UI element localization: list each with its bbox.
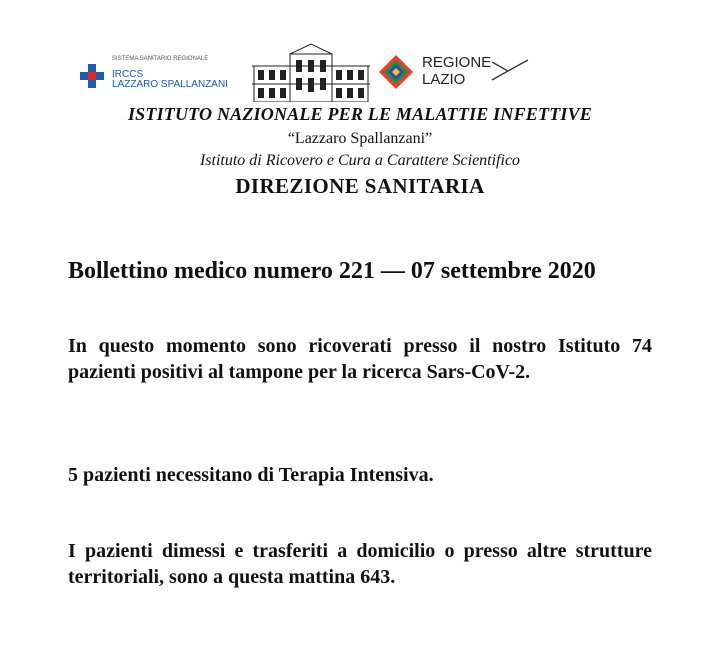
- department-title: DIREZIONE SANITARIA: [235, 174, 485, 198]
- irccs-spallanzani-logo: [80, 54, 240, 94]
- institute-dedication: “Lazzaro Spallanzani”: [287, 130, 433, 147]
- institute-subtitle: Istituto di Ricovero e Cura a Carattere Scientifico: [199, 152, 521, 169]
- irccs-small-text: SISTEMA SANITARIO REGIONALE: [112, 56, 209, 62]
- irccs-line1: IRCCS: [112, 69, 144, 80]
- bulletin-paragraph-hospitalized: In questo momento sono ricoverati presso il nostro Istituto 74 pazienti positivi al tampone per la ricerca Sars-CoV-2.: [68, 335, 652, 383]
- regione-lazio-swoosh-icon: [490, 56, 530, 86]
- regione-lazio-logo: [378, 52, 538, 92]
- bulletin-title: Bollettino medico numero 221 — 07 settembre 2020: [68, 258, 596, 284]
- bulletin-paragraph-discharged: I pazienti dimessi e trasferiti a domicilio o presso altre strutture territoriali, sono a questa mattina 643.: [68, 540, 652, 588]
- irccs-logo-text: [112, 70, 228, 90]
- irccs-line2: LAZZARO SPALLANZANI: [112, 79, 228, 90]
- red-blue-cross-icon: [80, 64, 104, 88]
- lazio-line2: LAZIO: [422, 71, 466, 88]
- regione-lazio-text: [422, 54, 491, 88]
- logo-bar: [0, 40, 720, 102]
- institute-name: ISTITUTO NAZIONALE PER LE MALATTIE INFETTIVE: [127, 104, 593, 124]
- bulletin-paragraph-intensive-care: 5 pazienti necessitano di Terapia Intensiva.: [68, 464, 434, 486]
- regione-lazio-emblem: [378, 54, 414, 90]
- lazio-line1: REGIONE: [422, 54, 492, 71]
- institute-building-logo: [252, 40, 370, 102]
